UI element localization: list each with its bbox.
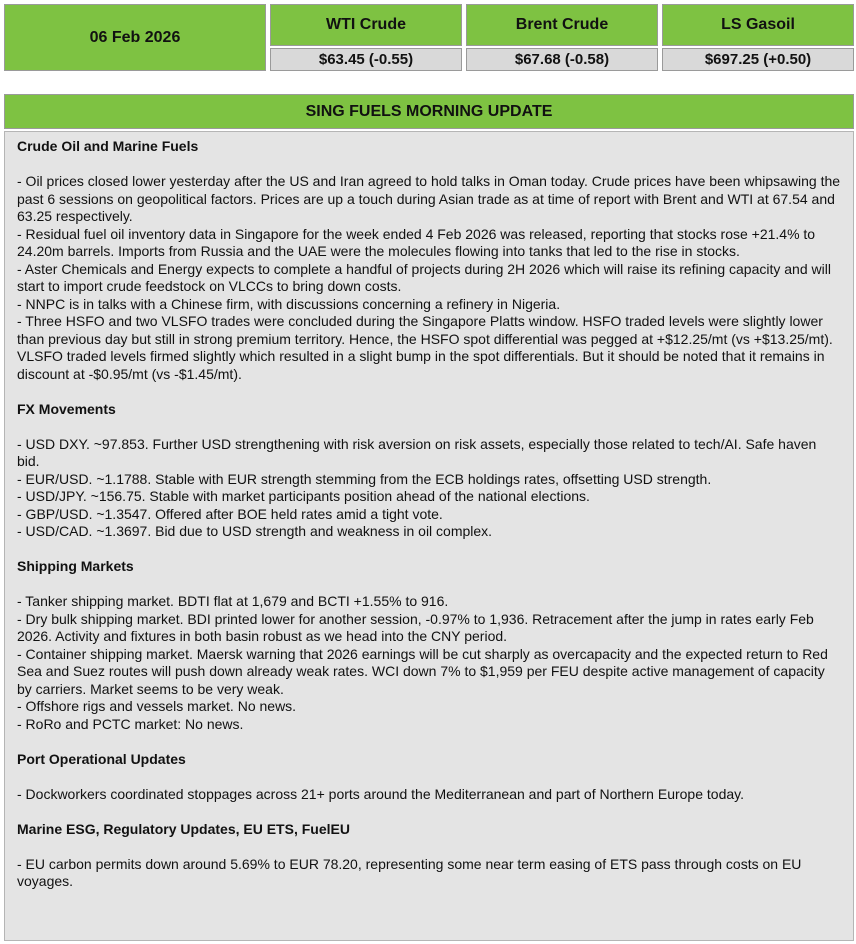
section-crude-marine-fuels xyxy=(17,138,841,383)
price-value: $63.45 (-0.55) xyxy=(270,48,462,71)
section-heading: Shipping Markets xyxy=(17,558,134,574)
list-item: - USD/CAD. ~1.3697. Bid due to USD strength and weakness in oil complex. xyxy=(17,523,493,539)
list-item: - Container shipping market. Maersk warning that 2026 earnings will be cut sharply as overcapacity and the expected return to Red Sea and Suez routes will push down already weak rates. WCI down 7% to $1,959 per FEU despite active management of capacity by carriers. Market seems to be very weak. xyxy=(17,645,828,697)
price-value: $67.68 (-0.58) xyxy=(466,48,658,71)
list-item: - Tanker shipping market. BDTI flat at 1,679 and BCTI +1.55% to 916. xyxy=(17,593,449,609)
section-shipping-markets xyxy=(17,558,841,733)
list-item: - Dry bulk shipping market. BDI printed lower for another session, -0.97% to 1,936. Retracement after the jump in rates early Feb 2026. Activity and fixtures in both basin robust as we head into the CNY period. xyxy=(17,610,814,644)
list-item: - EUR/USD. ~1.1788. Stable with EUR strength stemming from the ECB holdings rates, offsetting USD strength. xyxy=(17,470,712,487)
section-heading: Port Operational Updates xyxy=(17,750,186,767)
list-item: - USD DXY. ~97.853. Further USD strengthening with risk aversion on risk assets, especially those related to tech/AI. Safe haven bid. xyxy=(17,435,817,469)
list-item: - USD/JPY. ~156.75. Stable with market participants position ahead of the national elections. xyxy=(17,488,590,504)
section-heading: Crude Oil and Marine Fuels xyxy=(17,138,199,154)
list-item: - NNPC is in talks with a Chinese firm, with discussions concerning a refinery in Nigeria. xyxy=(17,295,561,312)
list-item: - Offshore rigs and vessels market. No news. xyxy=(17,698,297,714)
list-item: - EU carbon permits down around 5.69% to EUR 78.20, representing some near term easing of ETS pass through costs on EU voyages. xyxy=(17,855,802,889)
list-item: - Dockworkers coordinated stoppages across 21+ ports around the Mediterranean and part of Northern Europe today. xyxy=(17,785,744,802)
price-name: LS Gasoil xyxy=(662,4,854,46)
price-ls-gasoil xyxy=(662,4,854,71)
list-item: - Residual fuel oil inventory data in Singapore for the week ended 4 Feb 2026 was released, reporting that stocks rose +21.4% to 24.20m barrels. Imports from Russia and the UAE were the molecules flowing into tanks that led to the rise in stocks. xyxy=(17,225,816,259)
price-name: WTI Crude xyxy=(270,4,462,46)
list-item: - Three HSFO and two VLSFO trades were concluded during the Singapore Platts window. HSFO traded levels were slightly lower than previous day but still in strong premium territory. Hence, the HSFO spot differential was pegged at +$12.25/mt (vs +$13.25/mt). VLSFO traded levels firmed slightly which resulted in a slight bump in the spot differentials. But it should be noted that it remains in discount at -$0.95/mt (vs -$1.45/mt). xyxy=(17,313,833,382)
price-name: Brent Crude xyxy=(466,4,658,46)
price-wti xyxy=(270,4,462,71)
price-value: $697.25 (+0.50) xyxy=(662,48,854,71)
section-fx-movements xyxy=(17,401,841,541)
report-body xyxy=(4,131,854,941)
section-heading: Marine ESG, Regulatory Updates, EU ETS, FuelEU xyxy=(17,820,350,837)
section-heading: FX Movements xyxy=(17,400,116,417)
page-title: SING FUELS MORNING UPDATE xyxy=(4,94,854,129)
price-brent xyxy=(466,4,658,71)
list-item: - RoRo and PCTC market: No news. xyxy=(17,715,244,732)
list-item: - GBP/USD. ~1.3547. Offered after BOE held rates amid a tight vote. xyxy=(17,505,443,522)
report-date: 06 Feb 2026 xyxy=(4,4,266,71)
section-marine-esg xyxy=(17,821,841,891)
section-port-operational xyxy=(17,751,841,804)
list-item: - Oil prices closed lower yesterday after the US and Iran agreed to hold talks in Oman today. Crude prices have been whipsawing the past 6 sessions on geopolitical factors. Prices are up a touch during Asian trade as at time of report with Brent and WTI at 67.54 and 63.25 respectively. xyxy=(17,173,841,224)
list-item: - Aster Chemicals and Energy expects to complete a handful of projects during 2H 2026 which will raise its refining capacity and will start to import crude feedstock on VLCCs to bring down costs. xyxy=(17,260,831,294)
